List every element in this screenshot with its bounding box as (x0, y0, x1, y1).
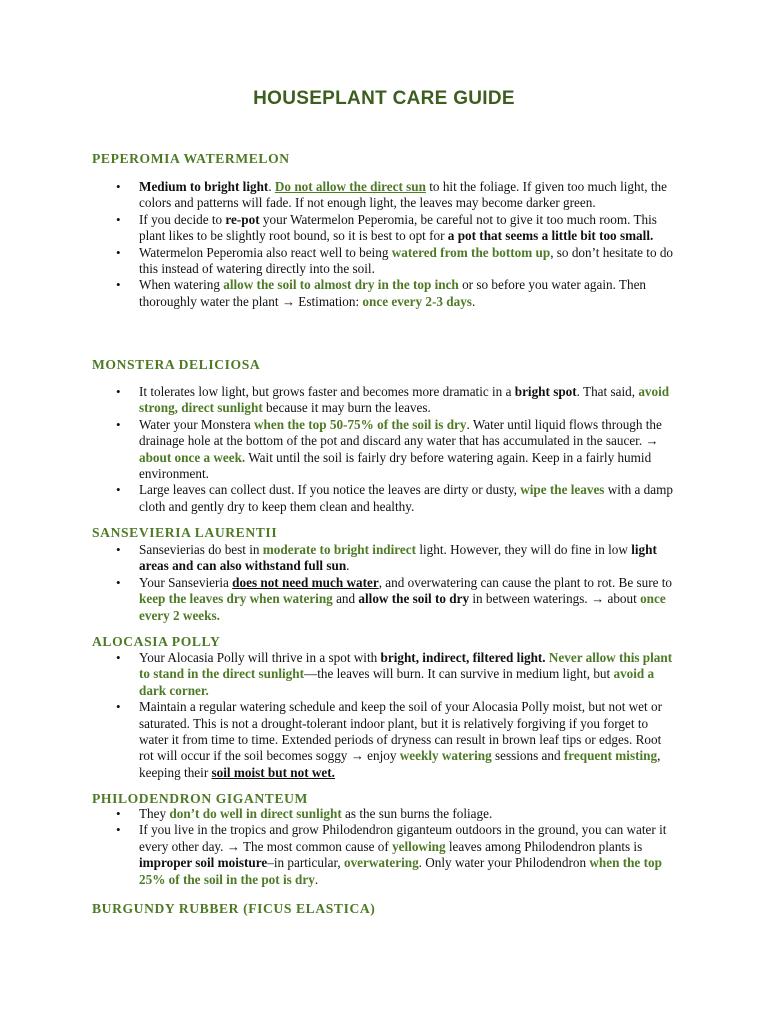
bullet-text-run: allow the soil to almost dry in the top inch (223, 277, 459, 293)
bullet-text-run: . (471, 293, 476, 309)
section-heading-peperomia: PEPEROMIA WATERMELON (92, 151, 290, 166)
bullet-text-run: re-pot (225, 211, 260, 227)
bullet-text-run: Your Alocasia Polly will thrive in a spot with (139, 650, 381, 665)
bullet-item (0, 699, 679, 781)
bullet-text-run: Water your Monstera (139, 416, 255, 432)
bullet-text-run: Medium to bright light (139, 179, 269, 194)
bullet-text-run: light areas and can also withstand full sun (139, 542, 657, 574)
bullet-text-run: It tolerates low light, but grows faster and becomes more dramatic in a (139, 384, 515, 399)
bullet-text-run: bright spot (514, 384, 577, 399)
bullet-text-run: Watermelon Peperomia also react well to being (139, 244, 392, 260)
bullet-text-run: don’t do well in direct sunlight (169, 806, 342, 821)
bullet-text-run: If you live in the tropics and grow Philodendron giganteum outdoors in the ground, you can water it every other day. → The most common cause of (139, 822, 667, 854)
section-heading-philodendron: PHILODENDRON GIGANTEUM (92, 791, 308, 806)
section-list-sansevieria (0, 542, 768, 624)
bullet-text-run: , and overwatering can cause the plant to rot. Be sure to (378, 574, 673, 590)
bullet-text-run: Do not allow the direct sun (274, 179, 426, 194)
bullet-text-run: leaves among Philodendron plants is (445, 838, 643, 854)
bullet-text-run: Your Sansevieria (139, 574, 233, 590)
bullet-text-run: bright, indirect, filtered light. (380, 650, 546, 665)
bullet-text-run: . Only water your Philodendron (418, 855, 590, 871)
bullet-text-run: avoid strong, direct sunlight (139, 384, 670, 416)
bullet-text-run: Sansevierias do best in (139, 542, 263, 557)
bullet-text-run: when the top 25% of the soil in the pot is dry (139, 855, 662, 887)
bullet-item (0, 212, 679, 245)
bullet-text-run: and (332, 591, 359, 607)
bullet-item (0, 384, 679, 417)
bullet-text-run: wipe the leaves (520, 482, 605, 498)
bullet-text-run: overwatering (343, 855, 419, 871)
bullet-text-run: yellowing (392, 838, 446, 854)
bullet-text-run: frequent misting (563, 748, 658, 764)
bullet-text-run: –in particular, (267, 855, 344, 871)
bullet-text-run: once every 2-3 days (362, 293, 472, 309)
bullet-text-run: watered from the bottom up (391, 244, 551, 260)
bullet-text-run: . That said, (576, 384, 639, 399)
bullet-text-run: When watering (139, 277, 224, 293)
bullet-item (0, 822, 679, 888)
bullet-text-run: If you decide to (139, 211, 226, 227)
section-list-peperomia (0, 179, 768, 310)
section-heading-burgundy-rubber: BURGUNDY RUBBER (FICUS ELASTICA) (92, 901, 376, 916)
section-heading-alocasia: ALOCASIA POLLY (92, 634, 221, 649)
bullet-item (0, 245, 679, 278)
bullet-text-run: Maintain a regular watering schedule and keep the soil of your Alocasia Polly moist, but not wet or saturated. This is not a drought-tolerant indoor plant, but it is relatively forgiving if you forget to water it from time to time. Extended periods of dryness can result in brown leaf tips or edges. Root rot will occur if the soil becomes soggy → enjoy (139, 699, 662, 764)
bullet-text-run: soil moist but not wet. (211, 764, 335, 780)
bullet-text-run: , keeping their (139, 748, 661, 780)
bullet-item (0, 542, 679, 575)
section-list-monstera (0, 384, 768, 515)
bullet-text-run: as the sun burns the foliage. (341, 806, 493, 821)
bullet-text-run: does not need much water (232, 574, 379, 590)
bullet-text-run: They (139, 806, 170, 821)
bullet-text-run: moderate to bright indirect (262, 542, 417, 557)
bullet-item (0, 179, 679, 212)
bullet-text-run: to hit the foliage. If given too much light, the colors and patterns will fade. If not enough light, the leaves may become darker green. (139, 179, 667, 211)
page-title: HOUSEPLANT CARE GUIDE (253, 88, 515, 109)
bullet-text-run: when the top 50-75% of the soil is dry (254, 416, 467, 432)
bullet-text-run: or so before you water again. Then thoroughly water the plant → Estimation: (139, 277, 647, 309)
bullet-item (0, 417, 679, 483)
bullet-text-run: because it may burn the leaves. (262, 400, 431, 416)
bullet-text-run: in between waterings. → about (469, 591, 641, 607)
bullet-text-run: avoid a dark corner. (139, 666, 655, 698)
bullet-item (0, 806, 679, 822)
bullet-text-run: Large leaves can collect dust. If you notice the leaves are dirty or dusty, (139, 482, 521, 498)
bullet-text-run: . (314, 871, 319, 887)
bullet-item (0, 575, 679, 624)
bullet-text-run: —the leaves will burn. It can survive in medium light, but (304, 666, 614, 682)
bullet-text-run: a pot that seems a little bit too small. (447, 228, 654, 244)
bullet-text-run: your Watermelon Peperomia, be careful not to give it too much room. This plant likes to be slightly root bound, so it is best to opt for (139, 211, 657, 244)
bullet-item (0, 482, 679, 515)
bullet-text-run: allow the soil to dry (358, 591, 470, 607)
section-list-philodendron (0, 806, 768, 888)
bullet-text-run: improper soil moisture (139, 855, 268, 871)
bullet-text-run: about once a week. (139, 449, 246, 465)
bullet-item (0, 650, 679, 699)
section-heading-monstera: MONSTERA DELICIOSA (92, 357, 261, 372)
bullet-text-run: , so don’t hesitate to do this instead of watering directly into the soil. (139, 244, 674, 277)
bullet-text-run: light. However, they will do fine in low (416, 542, 632, 557)
bullet-text-run: sessions and (491, 748, 564, 764)
bullet-text-run: weekly watering (399, 748, 492, 764)
bullet-text-run: once every 2 weeks. (139, 591, 666, 623)
bullet-text-run: Never allow this plant to stand in the direct sunlight (139, 650, 673, 682)
bullet-text-run: . (268, 179, 275, 194)
section-heading-sansevieria: SANSEVIERIA LAURENTII (92, 525, 278, 540)
section-list-alocasia (0, 650, 768, 781)
bullet-item (0, 277, 679, 310)
bullet-text-run: keep the leaves dry when watering (139, 591, 333, 607)
bullet-text-run: . (346, 558, 350, 574)
bullet-text-run: . Water until liquid flows through the drainage hole at the bottom of the pot and discard any water that has accumulated in the saucer. → (139, 416, 662, 449)
bullet-text-run: with a damp cloth and gently dry to keep them clean and healthy. (139, 482, 673, 514)
bullet-text-run: Wait until the soil is fairly dry before watering again. Keep in a fairly humid environment. (139, 449, 652, 482)
